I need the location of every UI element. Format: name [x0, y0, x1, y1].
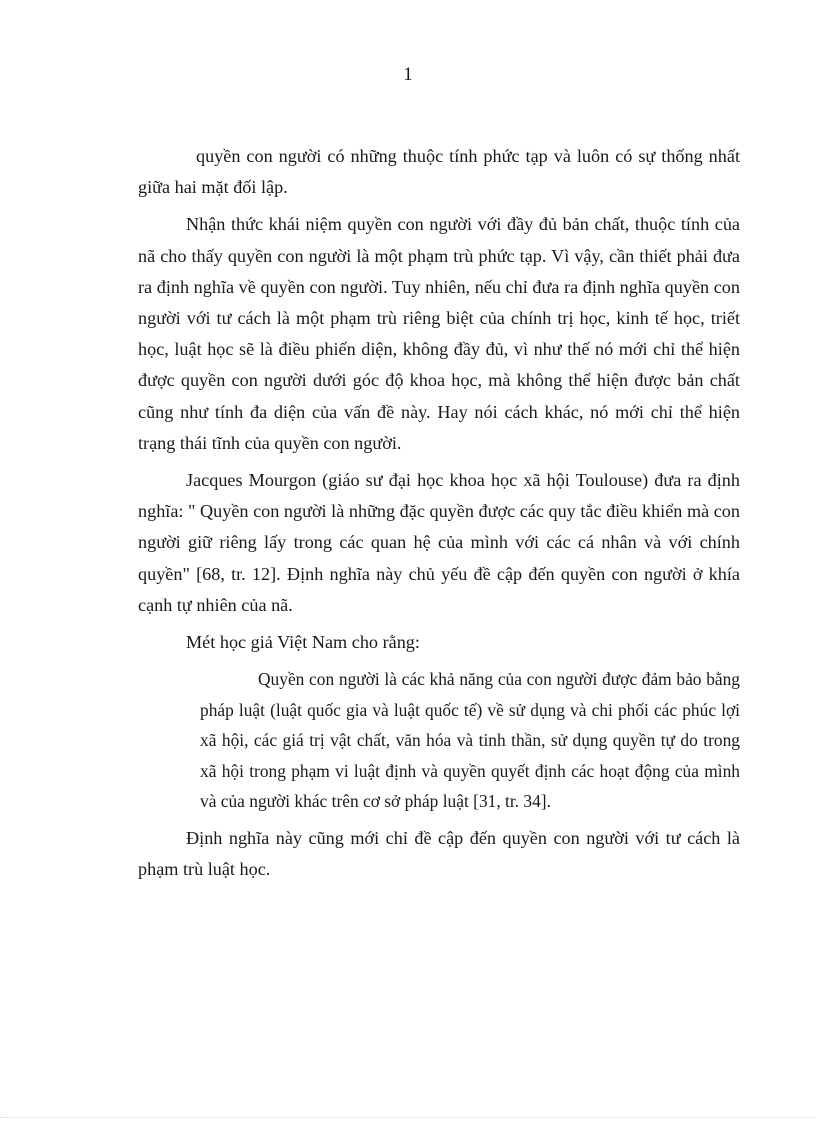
paragraph-definition-need: Nhận thức khái niệm quyền con người với đầy đủ bản chất, thuộc tính của nã cho thấy quyền con người là một phạm trù phức tạp. Vì vậy, cần thiết phải đưa ra định nghĩa về quyền con người. Tuy nhiên, nếu chỉ đưa ra định nghĩa quyền con người với tư cách là một phạm trù riêng biệt của chính trị học, kinh tế học, triết học, luật học sẽ là điều phiến diện, không đầy đủ, vì như thế nó mới chỉ thể hiện được quyền con người dưới góc độ khoa học, mà không thể hiện được bản chất cũng như tính đa diện của vấn đề này. Hay nói cách khác, nó mới chỉ thể hiện trạng thái tĩnh của quyền con người. [138, 214, 740, 453]
page-number: 1 [403, 64, 413, 85]
paragraph-vietnamese-scholar-intro: Mét học giả Việt Nam cho rằng: [186, 632, 420, 653]
document-body [138, 141, 740, 891]
page-bottom-divider [0, 1117, 816, 1118]
paragraph-continuation: quyền con người có những thuộc tính phức tạp và luôn có sự thống nhất giữa hai mặt đối lập. [138, 146, 740, 198]
block-quote-definition: Quyền con người là các khả năng của con người được đảm bảo bằng pháp luật (luật quốc gia và luật quốc tế) về sử dụng và chi phối các phúc lợi xã hội, các giá trị vật chất, văn hóa và tinh thần, sử dụng quyền tự do trong xã hội trong phạm vi luật định và quyền quyết định các hoạt động của mình và của người khác trên cơ sở pháp luật [31, tr. 34]. [200, 669, 740, 812]
paragraph-legal-scope: Định nghĩa này cũng mới chỉ đề cập đến quyền con người với tư cách là phạm trù luật học. [138, 827, 740, 879]
paragraph-mourgon-definition: Jacques Mourgon (giáo sư đại học khoa học xã hội Toulouse) đưa ra định nghĩa: " Quyền con người là những đặc quyền được các quy tắc điều khiển mà con người giữ riêng lấy trong các quan hệ của mình với các cá nhân và với chính quyền" [68, tr. 12]. Định nghĩa này chủ yếu đề cập đến quyền con người ở khía cạnh tự nhiên của nã. [138, 470, 740, 615]
